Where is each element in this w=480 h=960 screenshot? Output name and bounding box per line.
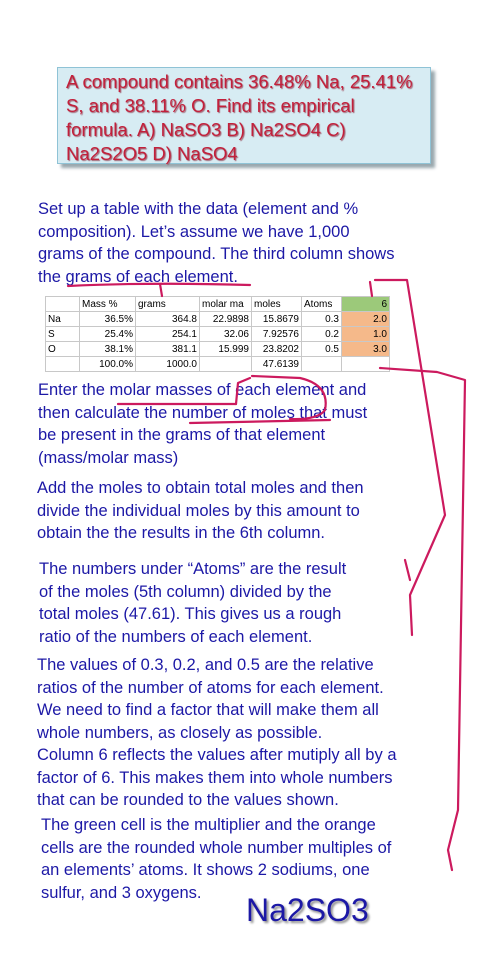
setup-paragraph [38,198,428,288]
paragraph-line: Add the moles to obtain total moles and then [37,479,364,497]
question-line: formula. A) NaSO3 B) Na2SO4 C) [66,119,346,140]
table-cell: 23.8202 [252,342,302,357]
table-cell: 254.1 [136,327,200,342]
paragraph-line: an elements’ atoms. It shows 2 sodiums, one [41,861,370,879]
paragraph-line: ratio of the numbers of each element. [39,627,313,646]
data-table [45,296,390,372]
header-cell: grams [136,297,200,312]
total-cell: 47.6139 [252,357,302,372]
paragraph-line: factor of 6. This makes them into whole numbers [37,768,393,787]
paragraph-line: Column 6 reflects the values after mutiply all by a [37,746,397,764]
table-cell: 0.5 [302,342,342,357]
table-cell: 364.8 [136,312,200,327]
table-cell: 25.4% [80,327,136,342]
paragraph-line: We need to find a factor that will make them all [37,701,379,719]
table-cell: 38.1% [80,342,136,357]
paragraph-line: Set up a table with the data (element and % [38,200,359,218]
answer-formula: Na2SO3 [246,892,369,928]
paragraph-line: that can be rounded to the values shown. [37,791,339,809]
paragraph-line: composition). Let’s assume we have 1,000 [38,222,350,241]
table-header-row [46,297,390,312]
table-cell: 22.9898 [200,312,252,327]
table-cell [200,357,252,372]
table-cell: 7.92576 [252,327,302,342]
multiplier-cell: 6 [342,297,390,312]
total-cell: 1000.0 [136,357,200,372]
paragraph-line: sulfur, and 3 oxygens. [41,883,202,902]
paragraph-line: then calculate the number of moles that must [38,403,368,422]
total-cell: 100.0% [80,357,136,372]
paragraph-line: of the moles (5th column) divided by the [39,582,332,601]
paragraph-line: divide the individual moles by this amount to [37,501,360,520]
table-cell [342,357,390,372]
element-cell: S [46,327,80,342]
element-cell: Na [46,312,80,327]
question-line: A compound contains 36.48% Na, 25.41% [66,71,413,92]
add-moles-paragraph [37,477,432,545]
table-cell: 36.5% [80,312,136,327]
table-cell: 15.8679 [252,312,302,327]
paragraph-line: The green cell is the multiplier and the orange [41,816,376,834]
header-cell [46,297,80,312]
header-cell: moles [252,297,302,312]
header-cell: molar ma [200,297,252,312]
result-cell: 3.0 [342,342,390,357]
paragraph-line: ratios of the number of atoms for each element. [37,678,384,697]
paragraph-line: total moles (47.61). This gives us a rough [39,605,342,623]
paragraph-line: cells are the rounded whole number multiples of [41,838,392,857]
table-cell: 0.3 [302,312,342,327]
table-cell: 15.999 [200,342,252,357]
paragraph-line: grams of the compound. The third column shows [38,245,395,263]
paragraph-line: be present in the grams of that element [38,426,326,444]
table-row [46,327,390,342]
paragraph-line: The numbers under “Atoms” are the result [39,560,347,578]
result-cell: 2.0 [342,312,390,327]
question-line: S, and 38.11% O. Find its empirical [66,95,355,116]
question-box [57,67,431,164]
paragraph-line: (mass/molar mass) [38,448,179,467]
table-cell: 381.1 [136,342,200,357]
paragraph-line: obtain the the results in the 6th column. [37,524,326,542]
ratios-paragraph [37,654,457,812]
paragraph-line: the grams of each element. [38,267,238,286]
paragraph-line: Enter the molar masses of each element and [38,381,367,399]
table-cell [46,357,80,372]
table-cell: 32.06 [200,327,252,342]
result-cell: 1.0 [342,327,390,342]
totals-row [46,357,390,372]
header-cell: Mass % [80,297,136,312]
header-cell: Atoms [302,297,342,312]
paragraph-line: The values of 0.3, 0.2, and 0.5 are the relative [37,656,374,674]
table-cell [302,357,342,372]
table-cell: 0.2 [302,327,342,342]
atoms-paragraph [39,558,414,648]
table-row [46,342,390,357]
multiplier-paragraph [41,814,461,904]
molar-paragraph [38,379,428,469]
paragraph-line: whole numbers, as closely as possible. [37,723,323,742]
element-cell: O [46,342,80,357]
table-row [46,312,390,327]
question-line: Na2S2O5 D) NaSO4 [66,143,238,164]
